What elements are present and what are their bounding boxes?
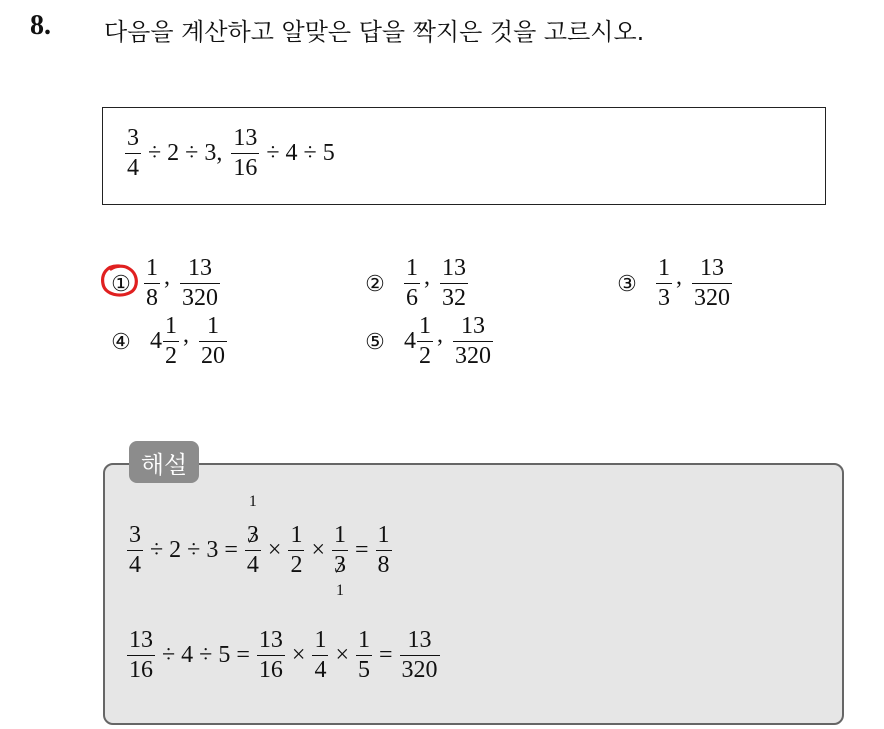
- fraction: $\frac{3}{4}$: [129, 522, 141, 579]
- fraction: $\frac{13}{32}$: [442, 255, 466, 312]
- fraction-cancelled-denominator: 1 3 1: [333, 522, 346, 600]
- fraction: $\frac{1}{20}$: [201, 313, 225, 370]
- fraction: $\frac{1}{5}$: [357, 627, 370, 684]
- cancel-result: 1: [248, 493, 257, 510]
- operator-text: ÷ 4 ÷ 5 =: [162, 642, 250, 669]
- fraction: $\frac{1}{2}$: [165, 313, 177, 370]
- choice-marker: ①: [111, 270, 131, 296]
- times-sign: ×: [267, 537, 282, 564]
- answer-choice-2[interactable]: ② $\frac{1}{6}$ , $\frac{13}{32}$: [362, 256, 470, 311]
- fraction: $\frac{13}{16}$: [129, 627, 153, 684]
- question-text: 다음을 계산하고 알맞은 답을 짝지은 것을 고르시오.: [104, 18, 645, 46]
- fraction: $\frac{13}{16}$: [258, 627, 283, 684]
- fraction: $\frac{1}{2}$: [290, 522, 303, 579]
- times-sign: ×: [311, 537, 325, 564]
- solution-tab-label: 해설: [129, 441, 199, 483]
- result-fraction: $\frac{1}{8}$: [377, 522, 390, 579]
- answer-choice-4[interactable]: ④ 4 $\frac{1}{2}$ , $\frac{1}{20}$: [108, 314, 229, 369]
- answer-choice-5[interactable]: ⑤ 4 $\frac{1}{2}$ , $\frac{13}{320}$: [362, 314, 495, 369]
- solution-line-1: [125, 493, 394, 600]
- choice-marker: ②: [365, 270, 385, 296]
- solution-line-2: [125, 628, 442, 683]
- solution-box: [103, 463, 844, 725]
- answer-choice-1[interactable]: ① $\frac{1}{8}$ , $\frac{13}{320}$: [108, 256, 222, 311]
- times-sign: ×: [291, 642, 306, 669]
- answer-choice-3[interactable]: ③ $\frac{1}{3}$ , $\frac{13}{320}$: [614, 256, 734, 311]
- mixed-number-whole: 4: [404, 328, 416, 355]
- cancel-result: 1: [335, 582, 344, 600]
- choice-marker: ⑤: [365, 328, 385, 354]
- fraction: $\frac{3}{4}$: [127, 125, 139, 182]
- fraction: $\frac{1}{8}$: [146, 255, 158, 312]
- fraction: $\frac{13}{320}$: [182, 255, 218, 312]
- fraction-cancelled-numerator: 1 3 4: [246, 493, 259, 579]
- fraction: $\frac{1}{6}$: [406, 255, 418, 312]
- result-fraction: $\frac{13}{320}$: [401, 627, 438, 684]
- question-number: 8.: [30, 10, 51, 41]
- operator-text: ÷ 2 ÷ 3,: [148, 140, 223, 167]
- fraction: $\frac{1}{2}$: [419, 313, 431, 370]
- fraction: $\frac{1}{4}$: [314, 627, 327, 684]
- problem-expression: [123, 126, 340, 181]
- operator-text: ÷ 2 ÷ 3 =: [150, 537, 238, 564]
- fraction: $\frac{13}{320}$: [455, 313, 491, 370]
- fraction: $\frac{13}{320}$: [694, 255, 730, 312]
- problem-box: [102, 107, 826, 205]
- operator-text: ÷ 4 ÷ 5: [266, 140, 335, 167]
- mixed-number-whole: 4: [150, 328, 162, 355]
- fraction: $\frac{1}{3}$: [658, 255, 670, 312]
- equals-sign: =: [354, 537, 369, 564]
- fraction: $\frac{13}{16}$: [233, 125, 258, 182]
- times-sign: ×: [335, 642, 349, 669]
- equals-sign: =: [378, 642, 393, 669]
- choice-marker: ③: [617, 270, 637, 296]
- choice-marker: ④: [111, 328, 131, 354]
